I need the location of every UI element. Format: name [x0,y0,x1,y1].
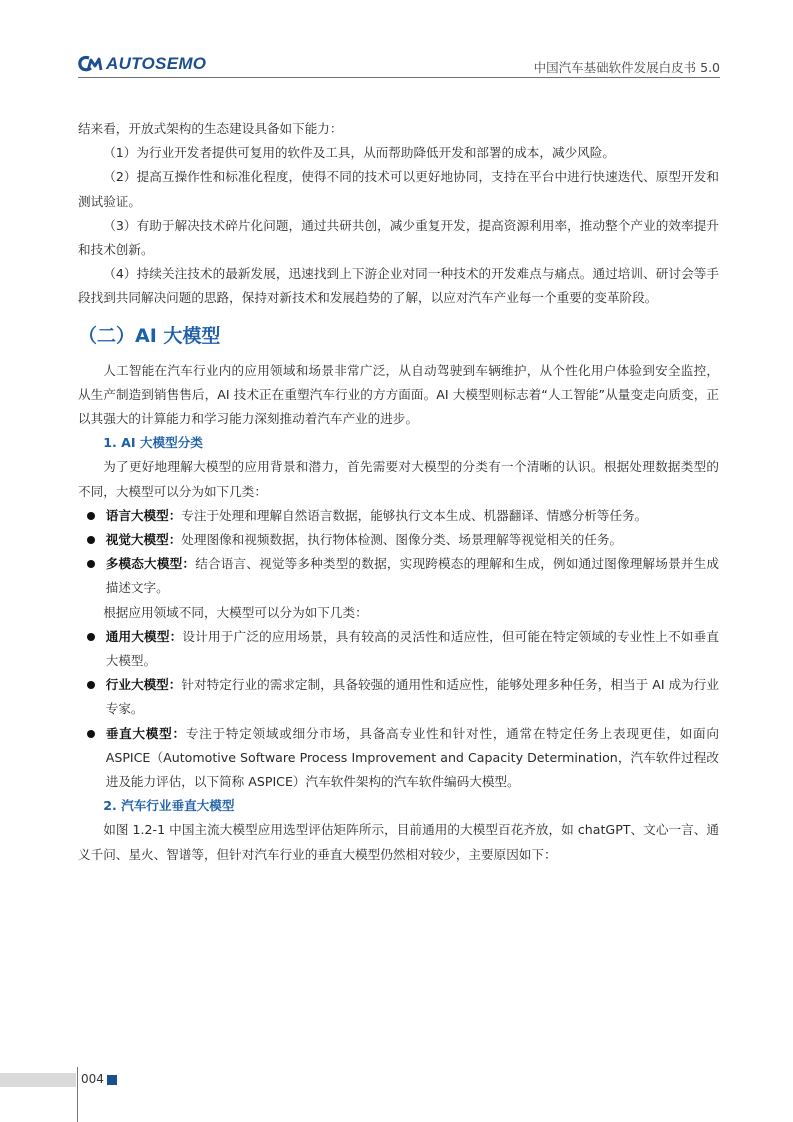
subsection-1-paragraph-2: 根据应用领域不同，大模型可以分为如下几类： [103,604,368,620]
bullet-term: 视觉大模型： [105,532,182,548]
bullet-item [78,625,719,673]
page-body [78,117,719,867]
bullet-item [78,504,719,528]
autosemo-logo [78,54,206,74]
intro-item-3: （3）有助于解决技术碎片化问题，通过共研共创，减少重复开发，提高资源利用率，推动整个产业的效率提升和技术创新。 [78,217,719,258]
bullet-item [78,552,719,600]
intro-lead: 结来看，开放式架构的生态建设具备如下能力： [78,121,343,136]
bullet-item [78,528,719,552]
subsection-1-paragraph: 为了更好地理解大模型的应用背景和潜力，首先需要对大模型的分类有一个清晰的认识。根据处理数据类型的不同，大模型可以分为如下几类： [78,459,719,499]
document-title: 中国汽车基础软件发展白皮书 5.0 [533,60,720,75]
intro-item-2: （2）提高互操作性和标准化程度，使得不同的技术可以更好地协同，支持在平台中进行快速迭代、原型开发和测试验证。 [78,169,719,209]
intro-item-1: （1）为行业开发者提供可复用的软件及工具，从而帮助降低开发和部署的成本，减少风险。 [103,145,615,161]
subsection-2-paragraph: 如图 1.2-1 中国主流大模型应用选型评估矩阵所示，目前通用的大模型百花齐放，如 chatGPT、文心一言、通义千问、星火、智谱等，但针对汽车行业的垂直大模型仍然相对较少，主要原因如下： [78,822,719,862]
subsection-heading-1: 1. AI 大模型分类 [103,435,203,451]
bullet-text: 专注于特定领域或细分市场，具备高专业性和针对性，通常在特定任务上表现更佳，如面向 ASPICE（Automotive Software Process Improvement and Capacity Determination，汽车软件过程改进及能力评估，以下简称 ASPICE）汽车软件架构的汽车软件编码大模型。 [105,725,720,790]
bullet-term: 语言大模型： [105,507,182,523]
footer-divider [77,1067,78,1122]
footer-bar [0,1073,76,1087]
intro-item-4: （4）持续关注技术的最新发展，迅速找到上下游企业对同一种技术的开发难点与痛点。通过培训、研讨会等手段找到共同解决问题的思路，保持对新技术和发展趋势的了解，以应对汽车产业每一个重要的变革阶段。 [78,266,719,306]
bullet-term: 行业大模型： [105,677,182,693]
bullet-term: 通用大模型： [105,628,183,644]
bullet-text: 设计用于广泛的应用场景，具有较高的灵活性和适应性，但可能在特定领域的专业性上不如垂直大模型。 [105,628,720,669]
bullet-text: 针对特定行业的需求定制，具备较强的通用性和适应性，能够处理多种任务，相当于 AI 成为行业专家。 [105,677,720,717]
bullet-term: 多模态大模型： [105,556,196,572]
bullet-text: 处理图像和视频数据，执行物体检测、图像分类、场景理解等视觉相关的任务。 [181,532,623,548]
cm-logo-icon [78,55,104,73]
bullet-text: 结合语言、视觉等多种类型的数据，实现跨模态的理解和生成，例如通过图像理解场景并生成描述文字。 [105,556,720,596]
page-marker-square-icon [107,1075,117,1085]
bullet-item [78,722,719,795]
section-heading: （二）AI 大模型 [78,324,221,347]
logo-wordmark: AUTOSEMO [106,54,207,73]
bullet-term: 垂直大模型： [105,725,186,741]
subsection-heading-2: 2. 汽车行业垂直大模型 [103,798,235,814]
section-paragraph: 人工智能在汽车行业内的应用领域和场景非常广泛，从自动驾驶到车辆维护，从个性化用户体验到安全监控，从生产制造到销售售后，AI 技术正在重塑汽车行业的方方面面。AI 大模型则标志着“人工智能”从量变走向质变，正以其强大的计算能力和学习能力深刻推动着汽车产业的进步。 [78,362,719,427]
bullet-item [78,673,719,721]
bullet-text: 专注于处理和理解自然语言数据，能够执行文本生成、机器翻译、情感分析等任务。 [181,507,648,523]
page-header [78,52,720,78]
page-number: 004 [81,1072,104,1086]
header-divider [78,77,720,78]
